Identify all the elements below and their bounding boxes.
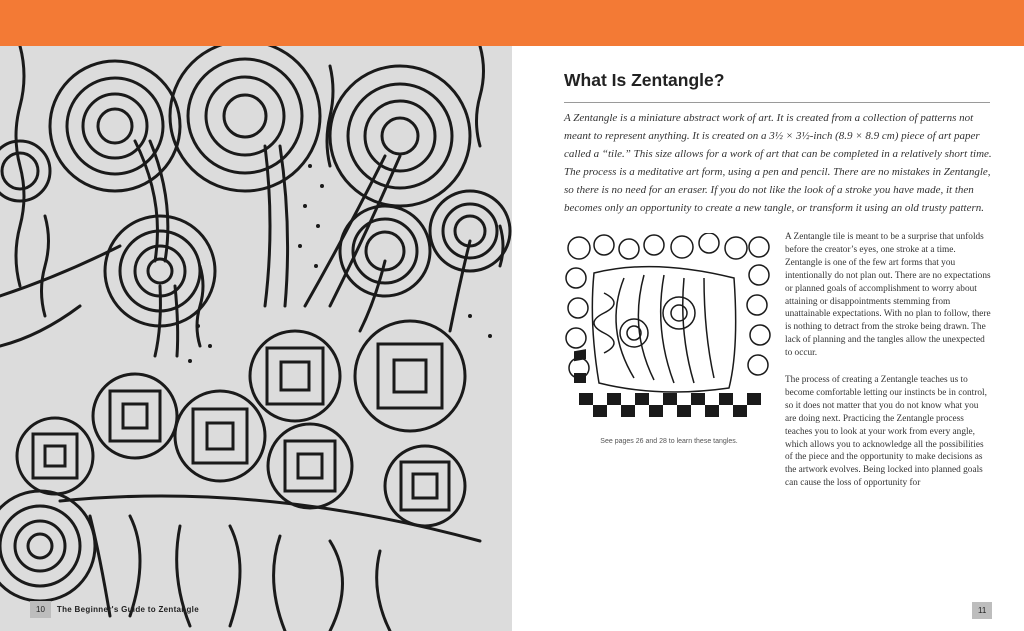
body-paragraph-1: A Zentangle tile is meant to be a surprise that unfolds before the creator’s eyes, one stroke at a time. Zentangle is one of the few art forms that you intentionally do not plan out. There are no expectations or planned goals of accomplishment to worry about attaining or disappointments stemming from unattainable expectations. With no plan to follow, there is nothing to detract from the stroke being drawn. The lack of planning and the tangles allow the unexpected to occur. <box>785 232 991 359</box>
left-folio <box>0 600 199 618</box>
running-head: The Beginner's Guide to Zentangle <box>56 604 199 614</box>
right-page-number: 11 <box>972 602 992 619</box>
figure-caption: See pages 26 and 28 to learn these tangles. <box>600 438 738 445</box>
left-page-number: 10 <box>30 601 51 618</box>
title-rule <box>564 102 990 103</box>
left-page-illustration <box>0 46 512 631</box>
body-paragraph-2: The process of creating a Zentangle teaches us to become comfortable letting our instincts be in control, so it does not matter that you do not know what you are doing next. Practicing the Zentangle process teaches you to look at your work from every angle, which allows you to acknowledge all the possibilities of the piece and the opportunity to make decisions as the artwork evolves. Being locked into planned goals can cause the loss of opportunity for <box>785 375 987 489</box>
intro-paragraph: A Zentangle is a miniature abstract work of art. It is created from a collection of patterns not meant to represent anything. It is created on a 3½ × 3½-inch (8.9 × 8.9 cm) piece of art paper called a “tile.” This size allows for a work of art that can be completed in a relatively short time. The process is a meditative art form, using a pen and pencil. There are no mistakes in Zentangle, so there is no need for an eraser. If you do not like the look of a stroke you have made, it then becomes only an opportunity to create a new tangle, or transform it using an old trusty pattern. <box>564 112 992 215</box>
zentangle-illustration <box>0 46 512 631</box>
page-title: What Is Zentangle? <box>564 70 725 90</box>
top-accent-bar <box>0 0 1024 46</box>
zentangle-tile-figure <box>564 233 774 435</box>
right-folio <box>972 600 992 619</box>
